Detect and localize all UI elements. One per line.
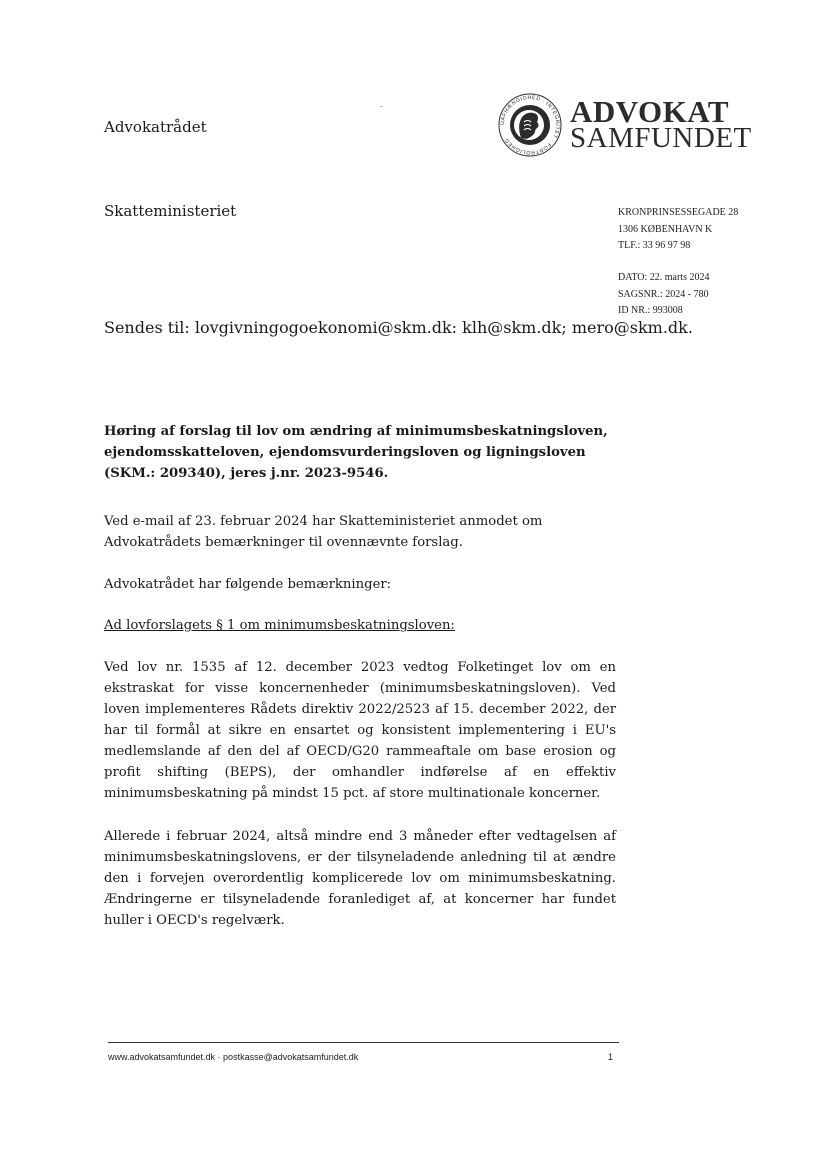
sender-address-block (618, 205, 738, 255)
brand-name-line1: ADVOKAT (570, 94, 730, 129)
brand-name-line2: SAMFUNDET (570, 122, 752, 154)
page-number: 1 (608, 1052, 614, 1062)
paragraph-amendment: Allerede i februar 2024, altså mindre end 3 måneder efter vedtagelsen af minimumsbeskatningslovens, er der tilsyneladende anledning til at ændre den i forvejen overordentlig komplicerede lov om minimumsbeskatning. Ændringerne er tilsyneladende foranlediget af, at koncerner har fundet huller i OECD's regelværk. (104, 829, 616, 928)
sender-name: Advokatrådet (104, 118, 207, 136)
case-number: SAGSNR.: 2024 - 780 (618, 288, 709, 300)
scan-speck (380, 106, 383, 107)
address-city: 1306 KØBENHAVN K (618, 223, 713, 235)
address-street: KRONPRINSESSEGADE 28 (618, 207, 739, 218)
seal-ring-text: UAFHÆNGIGHED · INTEGRITET · FORTROLIGHED (499, 94, 561, 156)
advokatsamfundet-logo (497, 92, 757, 162)
footer-divider (108, 1042, 619, 1043)
letter-details-block (618, 270, 709, 320)
letter-heading: Høring af forslag til lov om ændring af minimumsbeskatningsloven, ejendomsskatteloven, ejendomsvurderingsloven og ligningsloven (SKM.: 209340), jeres j.nr. 2023-9546. (104, 424, 608, 481)
section-title: Ad lovforslagets § 1 om minimumsbeskatningsloven: (104, 618, 455, 633)
paragraph-remarks: Advokatrådet har følgende bemærkninger: (104, 577, 392, 592)
paragraph-law: Ved lov nr. 1535 af 12. december 2023 vedtog Folketinget lov om en ekstraskat for visse koncernenheder (minimumsbeskatningsloven). Ved loven implementeres Rådets direktiv 2022/2523 af 15. december 2022, der har til formål at sikre en ensartet og konsistent implementering i EU's medlemslande af den del af OECD/G20 rammeaftale om base erosion og profit shifting (BEPS), der omhandler indførelse af en effektiv minimumsbeskatning på mindst 15 pct. af store multinationale koncerner. (104, 660, 616, 801)
paragraph-intro: Ved e-mail af 23. februar 2024 har Skatteministeriet anmodet om Advokatrådets bemærkninger til ovennævnte forslag. (104, 514, 543, 550)
advokatsamfundet-seal-icon (497, 92, 563, 158)
recipient-name: Skatteministeriet (104, 202, 237, 220)
id-number: ID NR.: 993008 (618, 305, 683, 316)
letter-date: DATO: 22. marts 2024 (618, 272, 710, 283)
address-phone: TLF.: 33 96 97 98 (618, 240, 691, 251)
footer-contact: www.advokatsamfundet.dk · postkasse@advokatsamfundet.dk (108, 1052, 359, 1062)
sendes-til-line: Sendes til: lovgivningogoekonomi@skm.dk: klh@skm.dk; mero@skm.dk. (104, 318, 693, 337)
